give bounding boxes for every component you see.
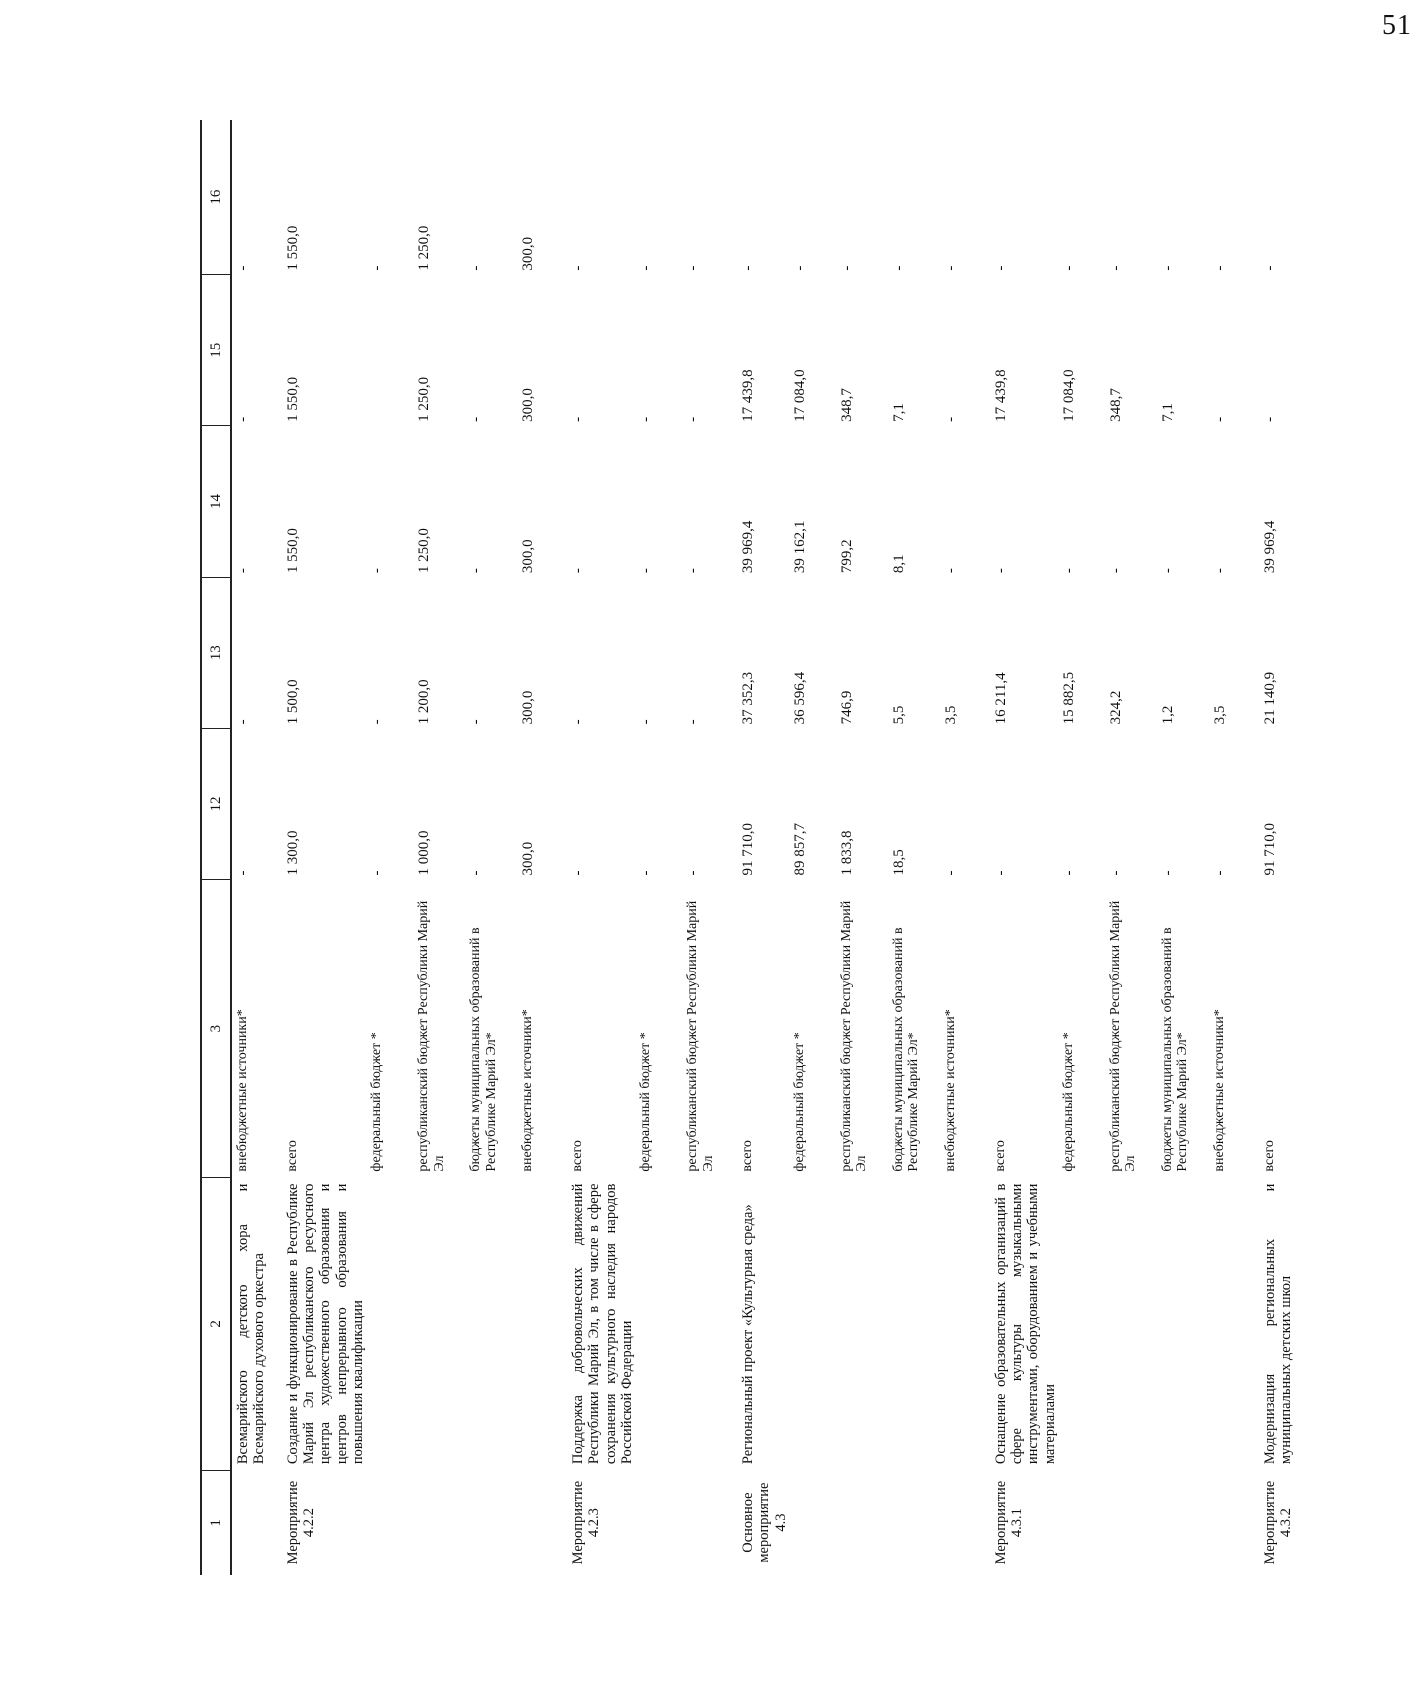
- amount-cell: -: [1107, 265, 1124, 271]
- amount-cell: -: [838, 265, 855, 271]
- amount-cell: -: [890, 265, 907, 271]
- event-number-cell: Мероприятие 4.2.3: [570, 1480, 603, 1565]
- table-row: [1058, 120, 1105, 1575]
- amount-cell: -: [570, 568, 587, 574]
- funding-source-cell: всего: [570, 1140, 586, 1172]
- funding-source-cell: всего: [992, 1140, 1008, 1172]
- amount-cell: -: [369, 568, 386, 574]
- funding-source-cell: бюджеты муниципальных образований в Республике Марий Эл*: [1159, 927, 1191, 1172]
- amount-cell: 17 084,0: [791, 369, 808, 422]
- amount-cell: 1 550,0: [285, 225, 301, 271]
- column-header: 14: [201, 426, 231, 577]
- event-name-cell: [366, 1178, 413, 1471]
- header-row: [201, 120, 231, 1575]
- column-header: 13: [201, 577, 231, 728]
- column-header: 2: [201, 1178, 231, 1471]
- amount-cell: -: [1060, 870, 1077, 876]
- amount-cell: 324,2: [1107, 690, 1124, 725]
- amount-cell: -: [369, 265, 386, 271]
- table-row: [1105, 120, 1157, 1575]
- amount-cell: 348,7: [1107, 388, 1124, 422]
- funding-source-cell: всего: [285, 1140, 300, 1172]
- amount-cell: 300,0: [520, 841, 537, 876]
- table-body: [231, 120, 1306, 1575]
- amount-cell: 746,9: [838, 690, 855, 725]
- amount-cell: -: [235, 719, 251, 725]
- table-row: [734, 120, 789, 1575]
- amount-cell: -: [235, 870, 251, 876]
- amount-cell: 1 550,0: [285, 528, 301, 574]
- event-number-cell: [1105, 1470, 1157, 1575]
- amount-cell: -: [468, 416, 485, 422]
- amount-cell: -: [235, 265, 251, 271]
- funding-source-cell: республиканский бюджет Республики Марий Эл: [416, 900, 447, 1172]
- funding-source-cell: федеральный бюджет *: [1060, 1032, 1076, 1172]
- amount-cell: -: [638, 265, 655, 271]
- amount-cell: -: [235, 568, 251, 574]
- event-name-cell: [465, 1178, 517, 1471]
- funding-source-cell: бюджеты муниципальных образований в Республике Марий Эл*: [890, 927, 922, 1172]
- amount-cell: -: [685, 719, 702, 725]
- amount-cell: -: [369, 719, 386, 725]
- event-name-cell: Модернизация региональных и муниципальных детских школ: [1261, 1183, 1294, 1465]
- table-row: [888, 120, 940, 1575]
- table-row: [836, 120, 888, 1575]
- amount-cell: -: [740, 265, 757, 271]
- event-name-cell: Всемарийского детского хора и Всемарийского духового оркестра: [235, 1183, 268, 1465]
- amount-cell: -: [1211, 568, 1228, 574]
- amount-cell: 799,2: [838, 539, 855, 574]
- table-row: [940, 120, 987, 1575]
- event-name-cell: [682, 1178, 734, 1471]
- amount-cell: 300,0: [520, 539, 537, 574]
- event-number-cell: [1058, 1470, 1105, 1575]
- table-row: [789, 120, 836, 1575]
- event-number-cell: [413, 1470, 465, 1575]
- amount-cell: -: [638, 870, 655, 876]
- budget-table: [200, 120, 1306, 1575]
- event-name-cell: [836, 1178, 888, 1471]
- amount-cell: -: [1159, 870, 1176, 876]
- amount-cell: -: [468, 568, 485, 574]
- amount-cell: -: [942, 870, 959, 876]
- event-name-cell: [940, 1178, 987, 1471]
- event-name-cell: [888, 1178, 940, 1471]
- event-number-cell: [517, 1470, 564, 1575]
- amount-cell: -: [570, 265, 587, 271]
- event-number-cell: Основное мероприятие 4.3: [740, 1482, 789, 1563]
- event-name-cell: [1058, 1178, 1105, 1471]
- amount-cell: 1 300,0: [285, 830, 301, 876]
- funding-source-cell: внебюджетные источники*: [942, 1009, 958, 1172]
- funding-source-cell: внебюджетные источники*: [1211, 1009, 1227, 1172]
- amount-cell: -: [685, 416, 702, 422]
- amount-cell: 1 250,0: [416, 528, 433, 574]
- event-name-cell: [1105, 1178, 1157, 1471]
- event-number-cell: [366, 1470, 413, 1575]
- event-number-cell: [836, 1470, 888, 1575]
- amount-cell: -: [942, 568, 959, 574]
- table-row: [366, 120, 413, 1575]
- amount-cell: 300,0: [520, 388, 537, 422]
- table-row: [517, 120, 564, 1575]
- amount-cell: -: [1060, 265, 1077, 271]
- amount-cell: 1 500,0: [285, 679, 301, 725]
- column-header: 15: [201, 275, 231, 426]
- event-name-cell: Региональный проект «Культурная среда»: [740, 1204, 757, 1465]
- amount-cell: 1 833,8: [838, 830, 855, 876]
- amount-cell: -: [1211, 870, 1228, 876]
- budget-table-sheet: [200, 120, 1294, 1575]
- funding-source-cell: бюджеты муниципальных образований в Республике Марий Эл*: [468, 927, 499, 1172]
- amount-cell: 1 200,0: [416, 679, 433, 725]
- amount-cell: 17 439,8: [992, 369, 1009, 422]
- funding-source-cell: федеральный бюджет *: [791, 1032, 807, 1172]
- funding-source-cell: внебюджетные источники*: [520, 1009, 536, 1172]
- event-name-cell: [789, 1178, 836, 1471]
- amount-cell: 300,0: [520, 690, 537, 725]
- table-row: [279, 120, 366, 1575]
- event-name-cell: [1157, 1178, 1209, 1471]
- funding-source-cell: всего: [740, 1140, 756, 1172]
- table-row: [413, 120, 465, 1575]
- event-name-cell: [1209, 1178, 1256, 1471]
- table-row: [682, 120, 734, 1575]
- amount-cell: -: [1159, 265, 1176, 271]
- event-number-cell: [231, 1470, 279, 1575]
- amount-cell: -: [791, 265, 808, 271]
- page-number: 51: [1382, 10, 1412, 41]
- amount-cell: 16 211,4: [992, 672, 1009, 725]
- amount-cell: 3,5: [1211, 705, 1228, 725]
- amount-cell: 91 710,0: [1261, 823, 1278, 876]
- funding-source-cell: республиканский бюджет Республики Марий Эл: [838, 900, 870, 1172]
- table-row: [635, 120, 682, 1575]
- amount-cell: -: [1261, 265, 1278, 271]
- amount-cell: 91 710,0: [740, 823, 757, 876]
- event-name-cell: [635, 1178, 682, 1471]
- column-header: 16: [201, 120, 231, 275]
- funding-source-cell: республиканский бюджет Республики Марий Эл: [1107, 900, 1139, 1172]
- amount-cell: 300,0: [520, 236, 537, 271]
- amount-cell: 18,5: [890, 849, 907, 876]
- event-number-cell: Мероприятие 4.2.2: [285, 1480, 318, 1565]
- amount-cell: 39 969,4: [740, 520, 757, 574]
- amount-cell: 15 882,5: [1060, 671, 1077, 725]
- amount-cell: -: [1060, 568, 1077, 574]
- amount-cell: 36 596,4: [791, 671, 808, 725]
- amount-cell: 3,5: [942, 705, 959, 725]
- amount-cell: -: [992, 568, 1009, 574]
- amount-cell: -: [570, 719, 587, 725]
- event-name-cell: Оснащение образовательных организаций в сфере культуры музыкальными инструментами, оборудованием и учебными материалами: [992, 1183, 1058, 1465]
- amount-cell: -: [638, 568, 655, 574]
- amount-cell: 89 857,7: [791, 823, 808, 876]
- amount-cell: -: [1261, 416, 1278, 422]
- amount-cell: -: [468, 719, 485, 725]
- amount-cell: 8,1: [890, 554, 907, 574]
- event-number-cell: [682, 1470, 734, 1575]
- funding-source-cell: всего: [1261, 1140, 1277, 1172]
- column-header: 3: [201, 880, 231, 1178]
- amount-cell: 1 250,0: [416, 225, 433, 271]
- amount-cell: 1,2: [1159, 705, 1176, 725]
- funding-source-cell: внебюджетные источники*: [235, 1009, 250, 1172]
- event-number-cell: Мероприятие 4.3.1: [992, 1480, 1026, 1565]
- amount-cell: -: [1159, 568, 1176, 574]
- amount-cell: 17 439,8: [740, 369, 757, 422]
- amount-cell: -: [1107, 870, 1124, 876]
- table-row: [987, 120, 1058, 1575]
- event-number-cell: [940, 1470, 987, 1575]
- event-number-cell: [789, 1470, 836, 1575]
- amount-cell: -: [369, 870, 386, 876]
- amount-cell: 39 969,4: [1261, 520, 1278, 574]
- amount-cell: -: [685, 568, 702, 574]
- amount-cell: -: [685, 870, 702, 876]
- amount-cell: 348,7: [838, 388, 855, 422]
- funding-source-cell: федеральный бюджет *: [369, 1032, 385, 1172]
- event-number-cell: [465, 1470, 517, 1575]
- table-row: [1256, 120, 1306, 1575]
- amount-cell: -: [235, 416, 251, 422]
- table-row: [564, 120, 635, 1575]
- funding-source-cell: федеральный бюджет *: [638, 1032, 654, 1172]
- event-name-cell: [517, 1178, 564, 1471]
- column-header: 12: [201, 728, 231, 879]
- event-name-cell: Поддержка добровольческих движений Республики Марий Эл, в том числе в сфере сохранения культурного наследия народов Российской Федерации: [570, 1183, 635, 1465]
- amount-cell: -: [1211, 416, 1228, 422]
- amount-cell: -: [468, 870, 485, 876]
- amount-cell: 37 352,3: [740, 671, 757, 725]
- table-row: [231, 120, 279, 1575]
- amount-cell: 1 250,0: [416, 376, 433, 422]
- amount-cell: 7,1: [1159, 403, 1176, 422]
- amount-cell: -: [1107, 568, 1124, 574]
- amount-cell: 17 084,0: [1060, 369, 1077, 422]
- amount-cell: -: [942, 265, 959, 271]
- event-number-cell: [888, 1470, 940, 1575]
- event-number-cell: Мероприятие 4.3.2: [1261, 1480, 1294, 1565]
- table-row: [1157, 120, 1209, 1575]
- amount-cell: [366, 275, 413, 426]
- amount-cell: 1 550,0: [285, 376, 301, 422]
- table-row: [1209, 120, 1256, 1575]
- event-name-cell: Создание и функционирование в Республике Марий Эл республиканского ресурсного центра художественного образования и центров непрерывного образования и повышения квалификации: [285, 1183, 366, 1465]
- event-name-cell: [413, 1178, 465, 1471]
- amount-cell: -: [992, 265, 1009, 271]
- amount-cell: -: [468, 265, 485, 271]
- amount-cell: -: [570, 870, 587, 876]
- amount-cell: 21 140,9: [1261, 671, 1278, 725]
- amount-cell: -: [992, 870, 1009, 876]
- event-number-cell: [635, 1470, 682, 1575]
- amount-cell: 5,5: [890, 705, 907, 725]
- amount-cell: 1 000,0: [416, 830, 433, 876]
- amount-cell: -: [685, 265, 702, 271]
- column-header: 1: [201, 1470, 231, 1575]
- amount-cell: -: [942, 416, 959, 422]
- funding-source-cell: республиканский бюджет Республики Марий Эл: [685, 900, 716, 1172]
- amount-cell: -: [638, 416, 655, 422]
- amount-cell: -: [638, 719, 655, 725]
- table-row: [465, 120, 517, 1575]
- amount-cell: 39 162,1: [791, 520, 808, 574]
- event-number-cell: [1157, 1470, 1209, 1575]
- event-number-cell: [1209, 1470, 1256, 1575]
- amount-cell: 7,1: [890, 403, 907, 422]
- amount-cell: -: [570, 416, 587, 422]
- amount-cell: -: [1211, 265, 1228, 271]
